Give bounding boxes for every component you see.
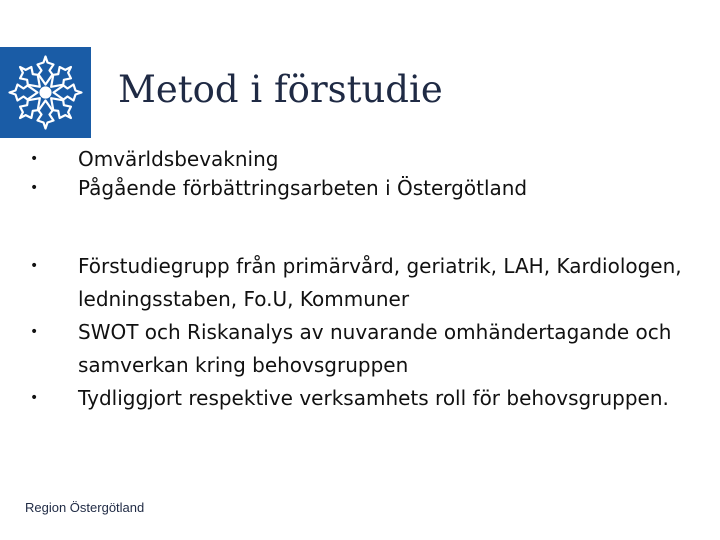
list-item-text: Omvärldsbevakning (78, 147, 279, 171)
list-item (30, 174, 690, 203)
bullet-icon: • (30, 151, 39, 167)
bullet-icon: • (30, 180, 39, 196)
slide-title: Metod i förstudie (118, 68, 443, 111)
list-item (30, 145, 690, 174)
footer-brand: Region Östergötland (25, 500, 145, 515)
bullet-icon: • (30, 324, 39, 340)
bullet-icon: • (30, 390, 39, 406)
cornflower-logo-icon (0, 47, 91, 138)
list-item-text: SWOT och Riskanalys av nuvarande omhändertagande och samverkan kring behovsgruppen (78, 320, 672, 377)
bullet-list-2 (30, 250, 690, 415)
bullet-list-1 (30, 145, 690, 203)
list-item-text: Förstudiegrupp från primärvård, geriatrik, LAH, Kardiologen, ledningsstaben, Fo.U, Kommuner (78, 254, 682, 311)
list-item (30, 316, 690, 382)
list-item-text: Tydliggjort respektive verksamhets roll för behovsgruppen. (78, 386, 669, 410)
list-item (30, 250, 690, 316)
list-item-text: Pågående förbättringsarbeten i Östergötland (78, 176, 528, 200)
bullet-icon: • (30, 258, 39, 274)
list-item (30, 382, 690, 415)
